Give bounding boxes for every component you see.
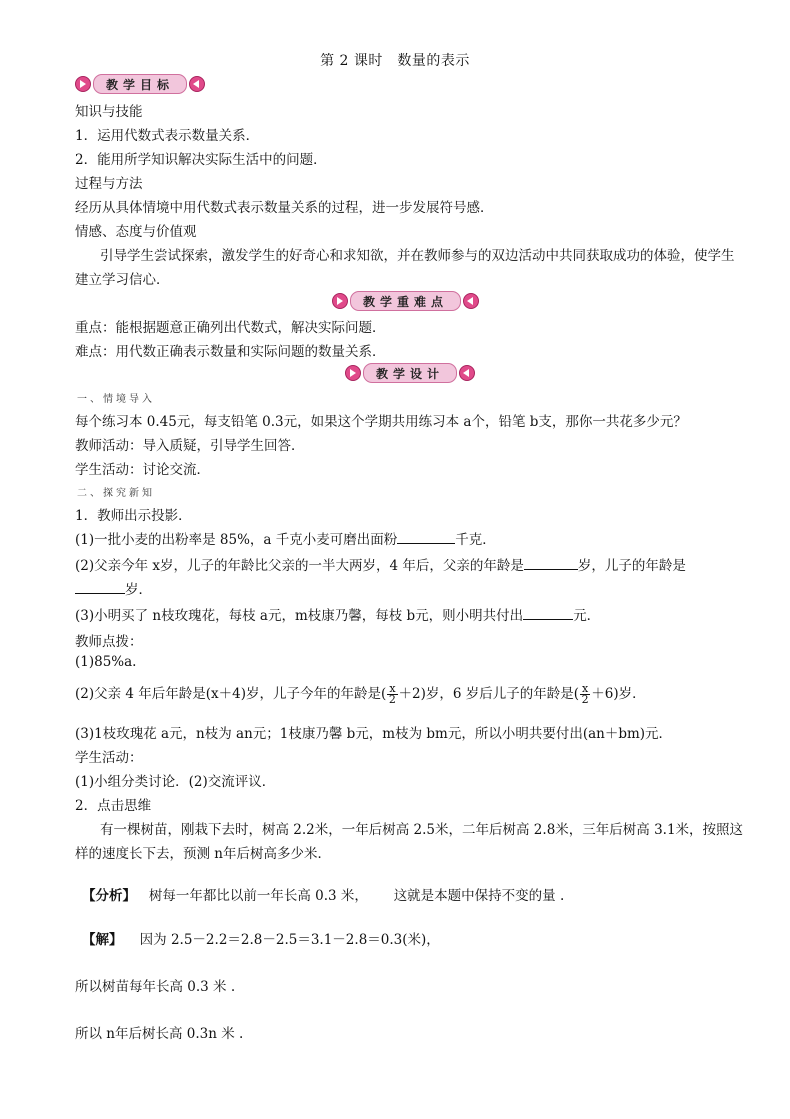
banner-label: 教学重难点 xyxy=(350,291,461,311)
student-activity-heading: 学生活动： xyxy=(75,750,143,766)
student-activity: 学生活动：讨论交流． xyxy=(75,462,210,478)
arrow-right-icon xyxy=(345,365,361,381)
knowledge-item-1: 1．运用代数式表示数量关系． xyxy=(75,128,260,144)
answer-blank xyxy=(523,606,573,620)
question-2 xyxy=(75,554,686,574)
arrow-right-icon xyxy=(75,76,91,92)
arrow-left-icon xyxy=(463,293,479,309)
banner-label: 教学目标 xyxy=(93,74,187,94)
answer-blank xyxy=(75,580,125,594)
teacher-activity: 教师活动：导入质疑，引导学生回答． xyxy=(75,438,305,454)
analysis-label: 【分析】 xyxy=(82,888,136,904)
answer-2-text-a: (2)父亲 4 年后年龄是(x＋4)岁，儿子今年的年龄是( xyxy=(75,686,387,702)
fraction-denominator: 2 xyxy=(388,693,396,706)
intro-question: 每个练习本 0.45元，每支铅笔 0.3元，如果这个学期共用练习本 a个，铅笔 b支，那你一共花多少元？ xyxy=(75,414,687,430)
teacher-hint-heading: 教师点拨： xyxy=(75,634,143,650)
knowledge-item-2: 2．能用所学知识解决实际生活中的问题． xyxy=(75,152,327,168)
fraction xyxy=(387,684,397,705)
tree-problem-2: 样的速度长下去，预测 n年后树高多少米． xyxy=(75,846,331,862)
emotion-text-1: 引导学生尝试探索，激发学生的好奇心和求知欲，并在教师参与的双边活动中共同获取成功的体验，使学生 xyxy=(100,248,735,264)
question-3 xyxy=(75,604,600,624)
answer-1: (1)85%a. xyxy=(75,654,137,670)
process-heading: 过程与方法 xyxy=(75,176,143,192)
student-activity-items: (1)小组分类讨论．(2)交流评议． xyxy=(75,774,276,790)
answer-3: (3)1枝玫瑰花 a元，n枝为 an元；1枝康乃馨 b元，m枝为 bm元，所以小明共要付出(an＋bm)元． xyxy=(75,726,673,742)
answer-2 xyxy=(75,682,646,705)
key-point: 重点：能根据题意正确列出代数式，解决实际问题． xyxy=(75,320,386,336)
question-3-text: (3)小明买了 n枝玫瑰花，每枝 a元，m枝康乃馨，每枝 b元，则小明共付出 xyxy=(75,608,524,624)
fraction-numerator: x xyxy=(582,682,589,695)
process-item: 经历从具体情境中用代数式表示数量关系的过程，进一步发展符号感． xyxy=(75,200,494,216)
arrow-right-icon xyxy=(332,293,348,309)
projection-heading: 1．教师出示投影． xyxy=(75,508,192,524)
solution xyxy=(82,928,440,948)
arrow-left-icon xyxy=(189,76,205,92)
question-1 xyxy=(75,528,496,548)
arrow-left-icon xyxy=(459,365,475,381)
question-1-text: (1)一批小麦的出粉率是 85%，a 千克小麦可磨出面粉 xyxy=(75,532,398,548)
thinking-heading: 2．点击思维 xyxy=(75,798,152,814)
answer-2-text-c: ＋6)岁． xyxy=(591,686,646,702)
fraction-numerator: x xyxy=(389,682,396,695)
difficult-point: 难点：用代数正确表示数量和实际问题的数量关系． xyxy=(75,344,386,360)
page-title: 第 2 课时 数量的表示 xyxy=(320,53,470,69)
section-2-heading: 二、探究新知 xyxy=(77,488,155,499)
question-2-mid: 岁，儿子的年龄是 xyxy=(577,558,686,574)
fraction xyxy=(580,684,590,705)
emotion-heading: 情感、态度与价值观 xyxy=(75,224,197,240)
analysis xyxy=(82,884,564,904)
solution-step-1: 所以树苗每年长高 0.3 米 . xyxy=(75,979,236,995)
question-2-cont xyxy=(75,578,152,598)
analysis-text-b: 这就是本题中保持不变的量 . xyxy=(393,888,565,904)
emotion-text-2: 建立学习信心． xyxy=(75,272,170,288)
question-1-unit: 千克． xyxy=(455,532,496,548)
tree-problem-1: 有一棵树苗，刚栽下去时，树高 2.2米，一年后树高 2.5米，二年后树高 2.8米，三年后树高 3.1米，按照这 xyxy=(100,822,744,838)
question-2-text: (2)父亲今年 x岁，儿子的年龄比父亲的一半大两岁，4 年后，父亲的年龄是 xyxy=(75,558,524,574)
knowledge-heading: 知识与技能 xyxy=(75,104,143,120)
banner-teaching-design xyxy=(345,363,475,383)
solution-label: 【解】 xyxy=(82,932,123,948)
answer-blank xyxy=(397,530,455,544)
analysis-text-a: 树每一年都比以前一年长高 0.3 米， xyxy=(148,888,368,904)
banner-teaching-goals xyxy=(75,74,205,94)
solution-step-2: 所以 n年后树长高 0.3n 米 . xyxy=(75,1026,244,1042)
answer-2-text-b: ＋2)岁，6 岁后儿子的年龄是( xyxy=(398,686,580,702)
question-2-end: 岁． xyxy=(125,582,152,598)
section-1-heading: 一、情境导入 xyxy=(77,394,155,405)
fraction-denominator: 2 xyxy=(581,693,589,706)
solution-text: 因为 2.5－2.2＝2.8－2.5＝3.1－2.8＝0.3(米)， xyxy=(139,932,440,948)
banner-key-points xyxy=(332,291,479,311)
question-3-unit: 元． xyxy=(573,608,601,624)
answer-blank xyxy=(524,556,578,570)
banner-label: 教学设计 xyxy=(363,363,457,383)
